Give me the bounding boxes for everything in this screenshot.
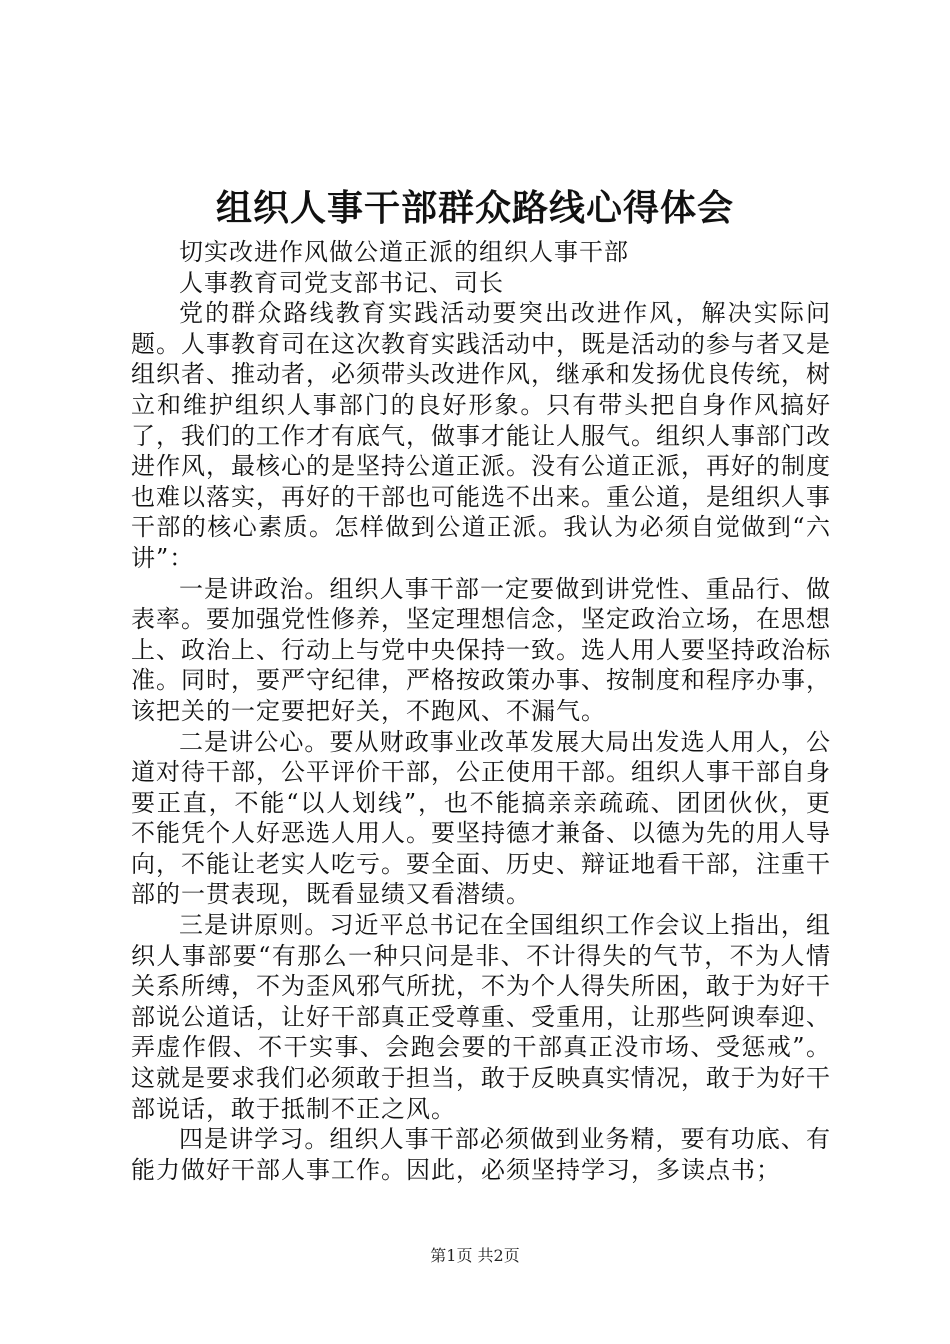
body-paragraph-intro: 党的群众路线教育实践活动要突出改进作风，解决实际问题。人事教育司在这次教育实践活动中，既是活动的参与者又是组织者、推动者，必须带头改进作风，继承和发扬优良传统，树立和维护组织人事部门的良好形象。只有带头把自身作风搞好了，我们的工作才有底气，做事才能让人服气。组织人事部门改进作风，最核心的是坚持公道正派。没有公道正派，再好的制度也难以落实，再好的干部也可能选不出来。重公道，是组织人事干部的核心素质。怎样做到公道正派。我认为必须自觉做到“六讲”： bbox=[131, 299, 831, 572]
body-paragraph-principle: 三是讲原则。习近平总书记在全国组织工作会议上指出，组织人事部要“有那么一种只问是非、不计得失的气节，不为人情关系所缚，不为歪风邪气所扰，不为个人得失所困，敢于为好干部说公道话，让好干部真正受尊重、受重用，让那些阿谀奉迎、弄虚作假、不干实事、会跑会要的干部真正没市场、受惩戒”。这就是要求我们必须敢于担当，敢于反映真实情况，敢于为好干部说话，敢于抵制不正之风。 bbox=[131, 911, 831, 1123]
document-body bbox=[131, 237, 831, 1185]
page-number-footer: 第1页 共2页 bbox=[430, 1246, 520, 1265]
body-paragraph-politics: 一是讲政治。组织人事干部一定要做到讲党性、重品行、做表率。要加强党性修养，坚定理想信念，坚定政治立场，在思想上、政治上、行动上与党中央保持一致。选人用人要坚持政治标准。同时，要严守纪律，严格按政策办事、按制度和程序办事，该把关的一定要把好关，不跑风、不漏气。 bbox=[131, 574, 831, 725]
author-line: 人事教育司党支部书记、司长 bbox=[179, 268, 504, 297]
document-title: 组织人事干部群众路线心得体会 bbox=[215, 187, 734, 229]
subtitle-line: 切实改进作风做公道正派的组织人事干部 bbox=[179, 238, 629, 266]
body-paragraph-learning: 四是讲学习。组织人事干部必须做到业务精，要有功底、有能力做好干部人事工作。因此，必须坚持学习，多读点书； bbox=[131, 1125, 831, 1184]
body-paragraph-public-spirit: 二是讲公心。要从财政事业改革发展大局出发选人用人，公道对待干部，公平评价干部，公正使用干部。组织人事干部自身要正直，不能“以人划线”，也不能搞亲亲疏疏、团团伙伙，更不能凭个人好恶选人用人。要坚持德才兼备、以德为先的用人导向，不能让老实人吃亏。要全面、历史、辩证地看干部，注重干部的一贯表现，既看显绩又看潜绩。 bbox=[131, 727, 831, 909]
